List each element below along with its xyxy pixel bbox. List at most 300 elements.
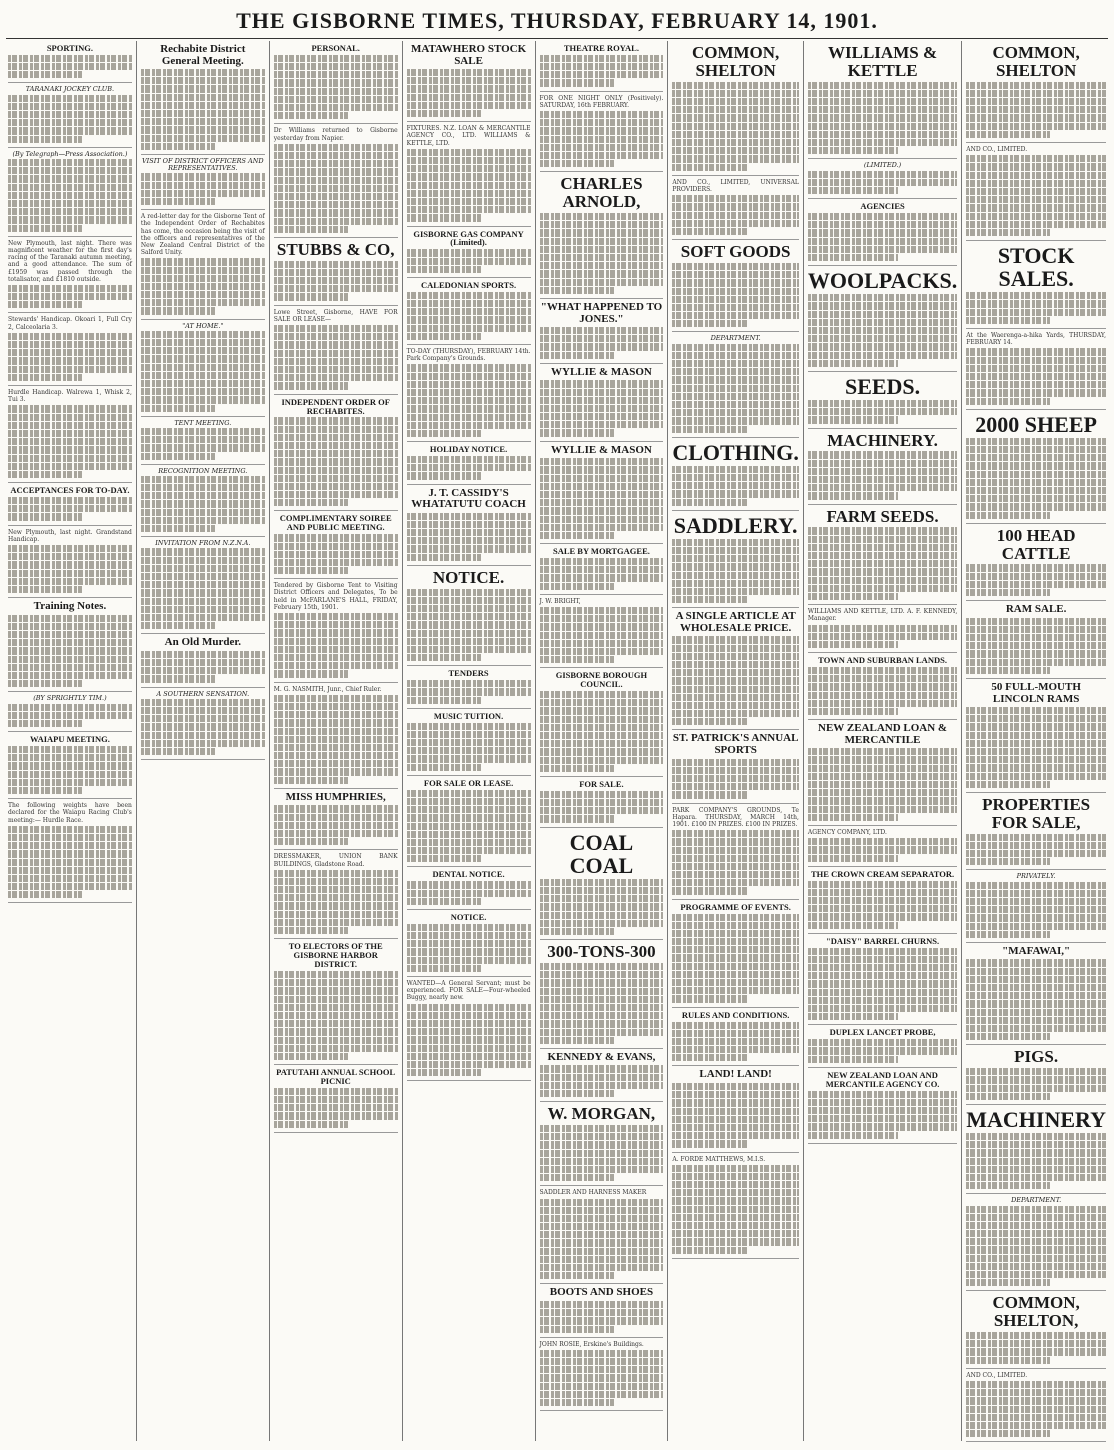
print-line — [8, 867, 132, 874]
print-line — [141, 331, 265, 338]
print-line — [672, 914, 799, 921]
print-line — [966, 650, 1106, 657]
print-line — [274, 96, 398, 103]
print-line — [540, 1074, 664, 1081]
print-line — [8, 639, 132, 646]
print-line — [540, 887, 664, 894]
print-line — [407, 605, 531, 612]
print-line — [540, 221, 664, 228]
print-line — [274, 79, 398, 86]
print-line — [672, 426, 748, 433]
print-line — [672, 555, 799, 562]
headline: "DAISY" BARREL CHURNS. — [826, 935, 940, 946]
print-line — [808, 327, 957, 334]
print-line — [407, 266, 481, 273]
print-line — [141, 143, 215, 150]
print-line — [672, 409, 799, 416]
print-line — [8, 704, 132, 711]
print-line — [672, 1124, 799, 1131]
print-line — [141, 476, 265, 483]
print-line — [274, 201, 398, 208]
print-line — [966, 196, 1106, 203]
print-line — [407, 69, 531, 76]
headline: SALE BY MORTGAGEE. — [552, 546, 650, 557]
print-line — [407, 464, 531, 471]
print-line — [274, 350, 398, 357]
print-line — [274, 695, 398, 702]
print-line — [274, 613, 398, 620]
print-line — [8, 285, 132, 292]
print-line — [540, 79, 614, 86]
headline: 2000 SHEEP — [975, 411, 1097, 437]
print-line — [407, 621, 531, 628]
article — [8, 802, 132, 903]
print-line — [274, 341, 398, 348]
print-line — [966, 479, 1106, 486]
print-line — [808, 552, 957, 559]
article — [8, 151, 132, 237]
print-line — [540, 1256, 664, 1263]
print-line — [540, 963, 664, 970]
article — [8, 44, 132, 83]
print-line — [8, 184, 132, 191]
body-text: New Plymouth, last night. There was magnificent weather for the first day's racing of the Taranaki autumn meeting, and a good attendance. The sum of £1959 was passed through the totalisator, and £1810 outside. — [8, 239, 132, 283]
print-line — [540, 1350, 664, 1357]
print-line — [8, 505, 132, 512]
article — [141, 158, 265, 210]
print-line — [808, 756, 957, 763]
print-line — [672, 995, 748, 1002]
print-line — [672, 482, 799, 489]
print-line — [8, 374, 82, 381]
article — [672, 514, 799, 609]
body-text: Lowe Street, Gisborne, HAVE FOR SALE OR LEASE— — [273, 308, 398, 323]
article — [407, 669, 531, 708]
print-line — [407, 1045, 531, 1052]
print-line — [808, 213, 957, 220]
print-line — [274, 629, 398, 636]
print-line — [672, 90, 799, 97]
print-line — [407, 182, 531, 189]
print-line — [672, 98, 799, 105]
print-line — [966, 373, 1106, 380]
print-line — [141, 339, 265, 346]
print-line — [540, 815, 614, 822]
body-text: AND CO., LIMITED, UNIVERSAL PROVIDERS. — [672, 178, 799, 193]
print-line — [966, 292, 1106, 299]
print-line — [540, 389, 664, 396]
print-line — [672, 288, 799, 295]
print-line — [8, 664, 132, 671]
print-line — [966, 471, 1106, 478]
print-line — [966, 1182, 1050, 1189]
print-line — [808, 700, 957, 707]
print-line — [540, 912, 664, 919]
article — [808, 870, 957, 934]
print-line — [966, 1206, 1106, 1213]
print-line — [407, 110, 481, 117]
headline: "MAFAWAI," — [1002, 944, 1071, 957]
headline: CHARLES ARNOLD, — [560, 174, 643, 212]
print-line — [407, 513, 531, 520]
print-line — [274, 894, 398, 901]
body-text: Stewards' Handicap. Okoari 1, Full Cry 2, Calceolaria 3. — [8, 316, 132, 331]
print-line — [274, 979, 398, 986]
print-line — [141, 748, 215, 755]
article — [141, 540, 265, 634]
print-line — [808, 468, 957, 475]
print-line — [540, 879, 664, 886]
print-line — [672, 312, 799, 319]
print-line — [808, 980, 957, 987]
print-line — [274, 417, 398, 424]
print-line — [8, 446, 132, 453]
article — [141, 637, 265, 687]
print-line — [141, 69, 265, 76]
print-line — [141, 732, 265, 739]
print-line — [672, 1222, 799, 1229]
print-line — [540, 1020, 664, 1027]
print-line — [966, 462, 1106, 469]
print-line — [540, 532, 614, 539]
print-line — [808, 335, 957, 342]
print-line — [808, 416, 898, 423]
headline: SEEDS. — [844, 373, 921, 399]
headline: GISBORNE GAS COMPANY (Limited). — [413, 228, 524, 248]
headline: COMMON, SHELTON — [992, 43, 1080, 80]
print-line — [672, 155, 799, 162]
print-line — [274, 55, 398, 62]
article — [966, 146, 1106, 241]
print-line — [540, 1065, 664, 1072]
print-line — [141, 283, 265, 290]
print-line — [966, 503, 1106, 510]
print-line — [141, 267, 265, 274]
print-line — [672, 1046, 799, 1053]
print-line — [966, 1158, 1106, 1165]
print-line — [8, 95, 132, 102]
print-line — [966, 1017, 1106, 1024]
print-line — [966, 446, 1106, 453]
column-6 — [667, 41, 803, 1441]
print-line — [672, 710, 799, 717]
print-line — [966, 365, 1106, 372]
article — [808, 608, 957, 653]
headline: PIGS. — [1014, 1047, 1059, 1067]
print-line — [274, 703, 398, 710]
print-line — [274, 499, 348, 506]
print-line — [672, 879, 799, 886]
print-line — [407, 214, 481, 221]
headline: LAND! LAND! — [699, 1068, 772, 1081]
print-line — [540, 1141, 664, 1148]
article — [966, 332, 1106, 410]
print-line — [540, 699, 664, 706]
print-line — [407, 414, 531, 421]
print-line — [141, 675, 215, 682]
print-line — [966, 1141, 1106, 1148]
print-line — [966, 1085, 1106, 1092]
headline: WYLLIE & MASON — [551, 443, 652, 456]
headline: W. MORGAN, — [547, 1104, 656, 1124]
article — [808, 162, 957, 199]
print-line — [407, 723, 531, 730]
print-line — [808, 1056, 898, 1063]
print-line — [672, 195, 799, 202]
print-line — [672, 1181, 799, 1188]
article — [274, 686, 398, 789]
article — [540, 1341, 664, 1412]
print-line — [540, 254, 664, 261]
print-line — [274, 168, 398, 175]
print-line — [274, 491, 398, 498]
print-line — [141, 77, 265, 84]
print-line — [808, 948, 957, 955]
print-line — [407, 839, 531, 846]
print-line — [540, 716, 664, 723]
print-line — [540, 270, 664, 277]
article — [540, 671, 664, 777]
print-line — [966, 1255, 1106, 1262]
print-line — [672, 830, 799, 837]
print-line — [407, 456, 531, 463]
print-line — [672, 1083, 799, 1090]
print-line — [540, 1029, 664, 1036]
print-line — [8, 366, 132, 373]
print-line — [141, 715, 265, 722]
print-line — [274, 534, 398, 541]
print-line — [540, 799, 664, 806]
print-line — [274, 1096, 398, 1103]
print-line — [141, 94, 265, 101]
column-2 — [136, 41, 269, 1441]
print-line — [141, 557, 265, 564]
print-line — [540, 1174, 614, 1181]
print-line — [141, 135, 265, 142]
subheading: DEPARTMENT. — [710, 334, 761, 343]
print-line — [808, 1099, 957, 1106]
print-line — [540, 246, 664, 253]
print-line — [141, 110, 265, 117]
print-line — [808, 913, 957, 920]
print-line — [966, 906, 1106, 913]
article — [274, 398, 398, 512]
print-line — [672, 855, 799, 862]
print-line — [808, 139, 957, 146]
columns — [0, 41, 1114, 1441]
print-line — [540, 1215, 664, 1222]
print-line — [407, 890, 531, 897]
print-line — [808, 675, 957, 682]
subheading: PRIVATELY. — [1016, 872, 1056, 881]
print-line — [8, 167, 132, 174]
print-line — [407, 932, 531, 939]
print-line — [672, 588, 799, 595]
print-line — [672, 767, 799, 774]
print-line — [540, 71, 664, 78]
print-line — [966, 1009, 1106, 1016]
print-line — [8, 553, 132, 560]
print-line — [540, 996, 664, 1003]
print-line — [966, 1214, 1106, 1221]
print-line — [274, 670, 348, 677]
print-line — [966, 1357, 1050, 1364]
print-line — [407, 537, 531, 544]
print-line — [141, 492, 265, 499]
print-line — [672, 220, 799, 227]
headline: FARM SEEDS. — [826, 506, 939, 526]
print-line — [966, 626, 1106, 633]
print-line — [8, 192, 132, 199]
print-line — [407, 1036, 531, 1043]
print-line — [540, 1383, 664, 1390]
body-text: Hurdle Handicap. Walrewa 1, Whisk 2, Tui 3. — [8, 389, 132, 404]
print-line — [407, 545, 531, 552]
print-line — [274, 358, 398, 365]
print-line — [141, 299, 265, 306]
print-line — [966, 914, 1106, 921]
subheading: (LIMITED.) — [863, 161, 902, 170]
print-line — [966, 707, 1106, 714]
article — [808, 202, 957, 266]
article — [966, 1294, 1106, 1368]
print-line — [274, 744, 398, 751]
print-line — [672, 547, 799, 554]
print-line — [966, 213, 1106, 220]
print-line — [808, 302, 957, 309]
article — [407, 348, 531, 442]
print-line — [274, 152, 398, 159]
print-line — [808, 577, 957, 584]
print-line — [808, 560, 957, 567]
article — [407, 281, 531, 345]
print-line — [966, 229, 1050, 236]
print-line — [8, 779, 132, 786]
print-line — [407, 364, 531, 371]
print-line — [540, 574, 664, 581]
print-line — [8, 175, 132, 182]
article — [808, 269, 957, 372]
print-line — [274, 277, 398, 284]
print-line — [407, 831, 531, 838]
print-line — [8, 850, 132, 857]
article — [141, 213, 265, 320]
print-line — [966, 1133, 1106, 1140]
headline: NEW ZEALAND LOAN & MERCANTILE — [818, 722, 948, 746]
print-line — [966, 1406, 1106, 1413]
print-line — [540, 640, 664, 647]
headline: CALEDONIAN SPORTS. — [421, 279, 517, 290]
print-line — [407, 300, 531, 307]
print-line — [407, 638, 531, 645]
print-line — [672, 466, 799, 473]
print-line — [407, 1069, 481, 1076]
print-line — [672, 783, 799, 790]
article — [8, 389, 132, 483]
print-line — [407, 94, 531, 101]
print-line — [540, 1272, 614, 1279]
print-line — [274, 185, 398, 192]
article — [407, 870, 531, 909]
print-line — [808, 881, 957, 888]
print-line — [808, 889, 957, 896]
print-line — [8, 438, 132, 445]
body-text: PARK COMPANY'S GROUNDS, Te Hapara. THURSDAY, MARCH 14th, 1901. £100 IN PRIZES. £100 IN PRIZES. — [672, 806, 799, 828]
print-line — [141, 606, 265, 613]
article — [407, 569, 531, 667]
print-line — [672, 922, 799, 929]
print-line — [808, 667, 957, 674]
print-line — [274, 467, 398, 474]
article — [274, 127, 398, 237]
print-line — [274, 711, 398, 718]
print-line — [407, 258, 531, 265]
article — [8, 316, 132, 386]
print-line — [274, 458, 398, 465]
print-line — [808, 131, 957, 138]
print-line — [274, 1045, 398, 1052]
print-line — [966, 984, 1106, 991]
print-line — [274, 886, 398, 893]
print-line — [966, 781, 1050, 788]
print-line — [540, 1150, 664, 1157]
print-line — [141, 102, 265, 109]
print-line — [141, 258, 265, 265]
headline: GISBORNE BOROUGH COUNCIL. — [555, 670, 648, 690]
print-line — [141, 355, 265, 362]
print-line — [141, 707, 265, 714]
headline: MACHINERY — [966, 1106, 1107, 1132]
print-line — [966, 309, 1106, 316]
print-line — [274, 177, 398, 184]
print-line — [274, 830, 398, 837]
print-line — [808, 1047, 957, 1054]
print-line — [407, 654, 481, 661]
print-line — [8, 208, 132, 215]
print-line — [8, 513, 82, 520]
print-line — [808, 683, 957, 690]
print-line — [274, 269, 398, 276]
print-line — [672, 212, 799, 219]
headline: ST. PATRICK'S ANNUAL SPORTS — [672, 732, 799, 757]
print-line — [672, 1030, 799, 1037]
headline: TO ELECTORS OF THE GISBORNE HARBOR DISTRICT. — [288, 941, 383, 970]
print-line — [274, 426, 398, 433]
print-line — [966, 1381, 1106, 1388]
print-line — [407, 397, 531, 404]
print-line — [672, 580, 799, 587]
print-line — [966, 172, 1106, 179]
print-line — [8, 712, 132, 719]
article — [808, 44, 957, 159]
print-line — [966, 773, 1106, 780]
print-line — [540, 238, 664, 245]
print-line — [141, 622, 215, 629]
print-line — [966, 634, 1106, 641]
article — [672, 1156, 799, 1259]
article — [141, 468, 265, 538]
print-line — [141, 548, 265, 555]
print-line — [274, 104, 398, 111]
print-line — [407, 940, 531, 947]
body-text: The following weights have been declared for the Waiapu Racing Club's meeting:— Hurdle Race. — [8, 802, 132, 824]
print-line — [274, 719, 398, 726]
article — [540, 95, 664, 173]
print-line — [540, 1166, 664, 1173]
print-line — [672, 263, 799, 270]
print-line — [407, 855, 481, 862]
print-line — [672, 871, 799, 878]
